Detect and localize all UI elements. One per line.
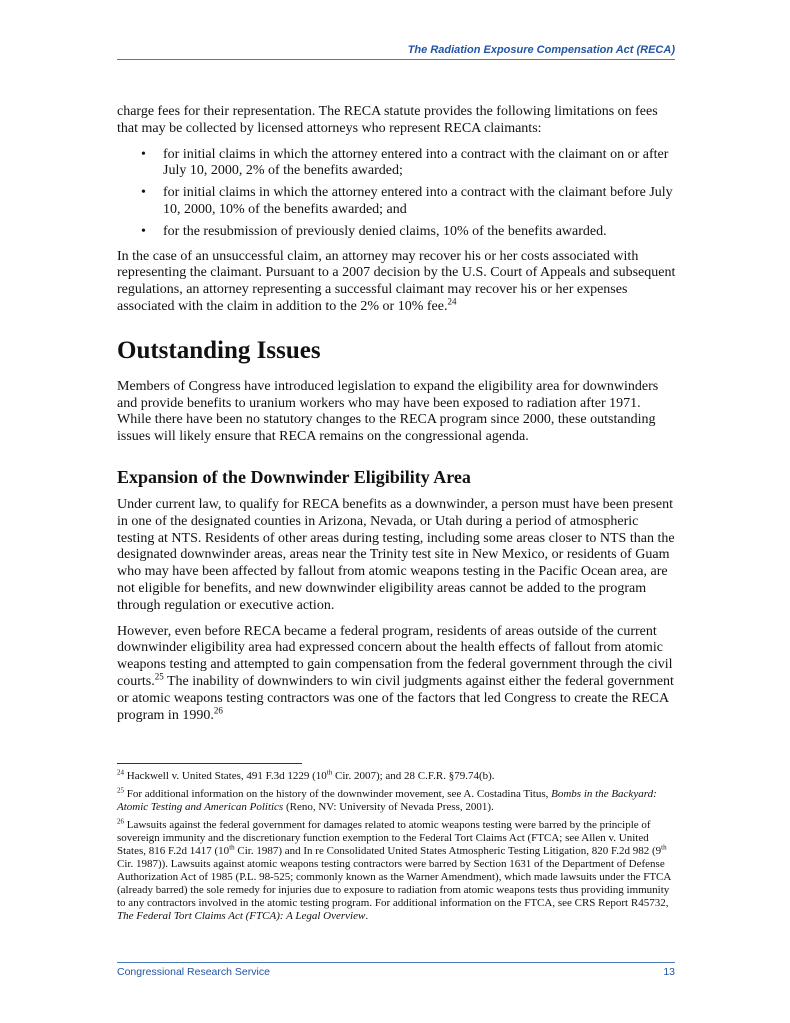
ordinal-suffix: th	[229, 843, 235, 852]
footnote-number: 24	[117, 768, 124, 777]
ordinal-suffix: th	[326, 768, 333, 777]
outstanding-issues-paragraph: Members of Congress have introduced legislation to expand the eligibility area for downwinders and provide benefits to uranium workers who may have been exposed to radiation after 1971. While there have been no statutory changes to the RECA program since 2000, these outstanding issues will likely ensure that RECA remains on the congressional agenda.	[117, 378, 659, 445]
footnote-text: Cir. 1987) and In re Consolidated United States Atmospheric Testing Litigation, 820 F.2d 982 (9	[234, 845, 662, 857]
footnote-25	[117, 788, 677, 814]
book-title: Bombs in the Backyard: Atomic Testing and American Politics	[117, 788, 657, 813]
footnote-text: For additional information on the history of the downwinder movement, see A. Costadina Titus,	[124, 788, 552, 800]
running-header: The Radiation Exposure Compensation Act (RECA)	[407, 44, 675, 56]
list-item-text: for initial claims in which the attorney entered into a contract with the claimant on or after July 10, 2000, 2% of the benefits awarded;	[163, 146, 669, 179]
footnote-24	[117, 770, 677, 783]
footnote-ref-25[interactable]: 25	[154, 671, 164, 682]
footnote-text: Hackwell v. United States, 491 F.3d 1229 (10	[124, 770, 327, 782]
list-item	[117, 224, 677, 241]
header-rule	[117, 59, 675, 60]
footnote-number: 26	[117, 817, 124, 826]
section-heading: Outstanding Issues	[117, 336, 321, 364]
footnote-ref-24[interactable]: 24	[447, 296, 457, 307]
bullet-icon: •	[141, 223, 146, 239]
civil-judgments-text: The inability of downwinders to win civil judgments against either the federal government or atomic weapons testing contractors was one of the factors that led Congress to create the RECA program in 1990.	[117, 673, 674, 723]
list-item-text: for initial claims in which the attorney entered into a contract with the claimant before July 10, 2000, 10% of the benefits awarded; and	[163, 185, 673, 217]
ordinal-suffix: th	[661, 843, 667, 852]
intro-paragraph: charge fees for their representation. The RECA statute provides the following limitations on fees that may be collected by licensed attorneys who represent RECA claimants:	[117, 104, 658, 136]
footnote-26	[117, 819, 677, 923]
report-title[interactable]: The Federal Tort Claims Act (FTCA): A Legal Overview	[117, 910, 366, 922]
civil-courts-paragraph	[117, 624, 677, 725]
fee-limit-list	[117, 147, 677, 241]
footer-publisher: Congressional Research Service	[117, 966, 270, 978]
footnote-text: Cir. 2007); and 28 C.F.R. §79.74(b).	[332, 770, 495, 782]
page-number: 13	[663, 966, 675, 978]
current-law-paragraph: Under current law, to qualify for RECA benefits as a downwinder, a person must have been present in one of the designated counties in Arizona, Nevada, or Utah during a period of atmospheric testing at NTS. Residents of other areas during testing, including some areas closer to NTS than the designated downwinder areas, areas near the Trinity test site in New Mexico, or residents of Guam who may have been affected by fallout from atomic weapons testing in the Pacific Ocean area, are not eligible for benefits, and new downwinder eligibility areas cannot be added to the program through regulation or executive action.	[117, 496, 675, 613]
footnotes	[117, 770, 677, 928]
footnote-number: 25	[117, 786, 124, 795]
civil-courts-text: However, even before RECA became a federal program, residents of areas outside of the current downwinder eligibility area had expressed concern about the health effects of fallout from atomic weapons testing and attempted to gain compensation from the federal government through the civil courts.	[117, 623, 673, 689]
attorney-costs-text: In the case of an unsuccessful claim, an attorney may recover his or her costs associated with representing the claimant. Pursuant to a 2007 decision by the U.S. Court of Appeals and subsequent regulations, an attorney representing a successful claimant may recover his or her expenses associated with the claim in addition to the 2% or 10% fee.	[117, 248, 676, 314]
footnote-text: (Reno, NV: University of Nevada Press, 2001).	[283, 801, 494, 813]
bullet-icon: •	[141, 185, 146, 201]
list-item	[117, 147, 677, 181]
footer-rule	[117, 962, 675, 963]
list-item-text: for the resubmission of previously denied claims, 10% of the benefits awarded.	[163, 223, 607, 239]
list-item	[117, 185, 677, 219]
footnote-text: Cir. 1987)). Lawsuits against atomic weapons testing contractors were barred by Section 1631 of the Department of Defense Authorization Act of 1985 (P.L. 98-525; commonly known as the Warner Amendment), which made lawsuits under the FTCA (already barred) the sole remedy for injuries due to exposure to radiation from atomic weapons tests thus providing immunity to any contractors involved in the atomic testing program. For additional information on the FTCA, see CRS Report R45732,	[117, 858, 671, 909]
bullet-icon: •	[141, 146, 146, 162]
attorney-costs-paragraph	[117, 249, 677, 316]
subsection-heading: Expansion of the Downwinder Eligibility Area	[117, 466, 471, 487]
footnote-rule	[117, 763, 302, 764]
footnote-ref-26[interactable]: 26	[213, 704, 223, 715]
footnote-text: Lawsuits against the federal government for damages related to atomic weapons testing were barred by the principle of sovereign immunity and the discretionary function exemption to the Federal Tort Claims Act (FTCA; see Allen v. United States, 816 F.2d 1417 (10	[117, 819, 651, 857]
footnote-text: .	[365, 910, 369, 922]
body-text	[117, 104, 677, 733]
